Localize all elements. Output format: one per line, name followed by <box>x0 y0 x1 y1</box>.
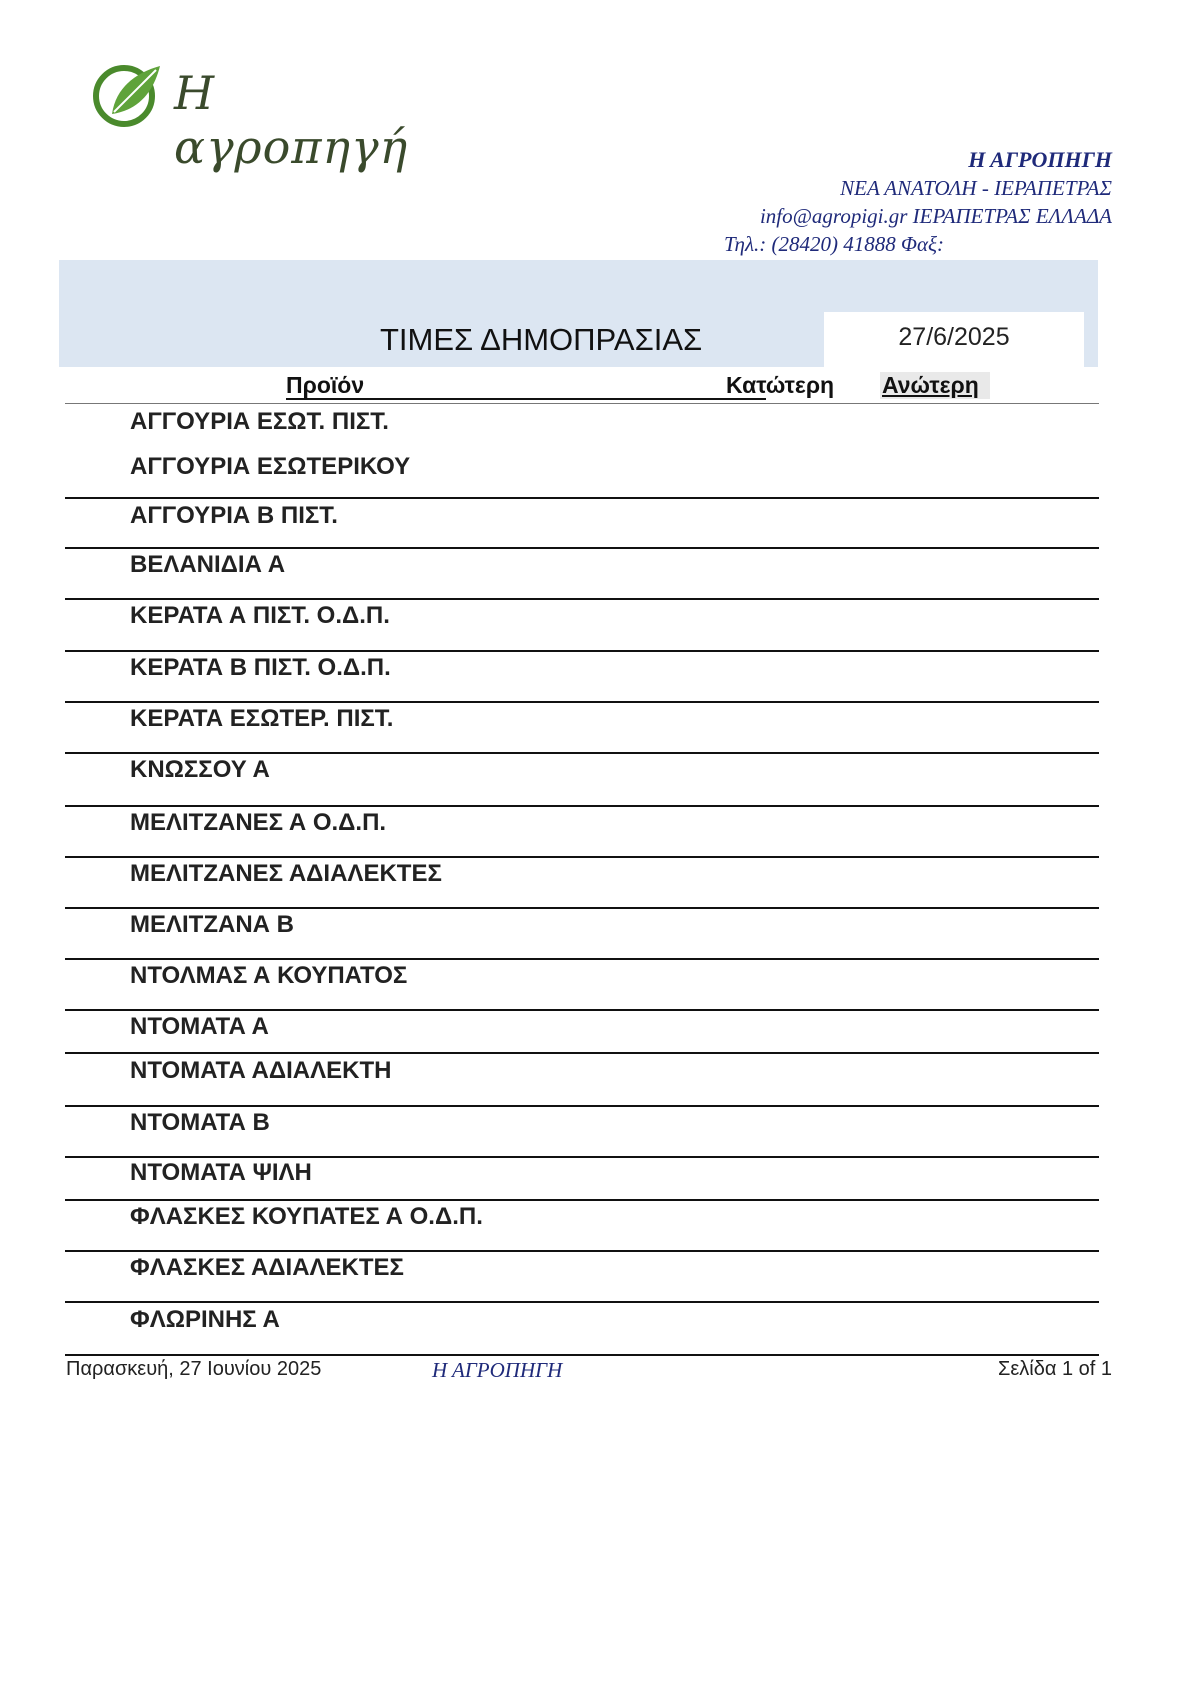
logo-wordmark: Η αγροπηγή <box>174 66 409 174</box>
row-divider <box>65 1052 1099 1054</box>
header-product-underline <box>286 398 766 400</box>
product-name: ΦΛΑΣΚΕΣ ΚΟΥΠΑΤΕΣ Α Ο.Δ.Π. <box>130 1203 483 1230</box>
product-name: ΜΕΛΙΤΖΑΝΕΣ Α Ο.Δ.Π. <box>130 809 387 836</box>
product-name: ΝΤΟΜΑΤΑ Α <box>130 1013 269 1040</box>
row-divider <box>65 1354 1099 1356</box>
product-name: ΑΓΓΟΥΡΙΑ Β ΠΙΣΤ. <box>130 502 338 529</box>
footer-date: Παρασκευή, 27 Ιουνίου 2025 <box>66 1358 322 1380</box>
product-name: ΦΛΩΡΙΝΗΣ Α <box>130 1306 280 1333</box>
product-name: ΒΕΛΑΝΙΔΙΑ Α <box>130 551 286 578</box>
row-divider <box>65 1301 1099 1303</box>
footer-page-number: Σελίδα 1 of 1 <box>997 1358 1112 1380</box>
product-name: ΑΓΓΟΥΡΙΑ ΕΣΩΤ. ΠΙΣΤ. <box>130 408 389 435</box>
product-name: ΝΤΟΜΑΤΑ ΑΔΙΑΛΕΚΤΗ <box>130 1057 392 1084</box>
product-name: ΚΝΩΣΣΟΥ Α <box>130 756 270 783</box>
company-email: info@agropigi.gr ΙΕΡΑΠΕΤΡΑΣ ΕΛΛΑΔΑ <box>759 204 1112 228</box>
product-name: ΝΤΟΜΑΤΑ ΨΙΛΗ <box>130 1159 312 1186</box>
company-address: ΝΕΑ ΑΝΑΤΟΛΗ - ΙΕΡΑΠΕΤΡΑΣ <box>840 176 1112 200</box>
product-name: ΜΕΛΙΤΖΑΝΕΣ ΑΔΙΑΛΕΚΤΕΣ <box>130 860 442 887</box>
company-phone: Τηλ.: (28420) 41888 Φαξ: <box>724 232 945 256</box>
product-name: ΦΛΑΣΚΕΣ ΑΔΙΑΛΕΚΤΕΣ <box>130 1254 404 1281</box>
row-divider <box>65 547 1099 549</box>
row-divider <box>65 907 1099 909</box>
report-title: ΤΙΜΕΣ ΔΗΜΟΠΡΑΣΙΑΣ <box>380 322 703 357</box>
row-divider <box>65 497 1099 499</box>
row-divider <box>65 598 1099 600</box>
row-divider <box>65 650 1099 652</box>
product-name: ΝΤΟΜΑΤΑ Β <box>130 1109 270 1136</box>
company-name: Η ΑΓΡΟΠΗΓΗ <box>968 147 1112 172</box>
row-divider <box>65 958 1099 960</box>
row-divider <box>65 752 1099 754</box>
row-divider <box>65 403 1099 404</box>
product-name: ΚΕΡΑΤΑ Α ΠΙΣΤ. Ο.Δ.Π. <box>130 602 390 629</box>
row-divider <box>65 1250 1099 1252</box>
row-divider <box>65 1105 1099 1107</box>
leaf-logo-icon <box>88 56 168 136</box>
footer-company: Η ΑΓΡΟΠΗΓΗ <box>432 1358 563 1382</box>
header-high: Ανώτερη <box>880 372 990 399</box>
product-name: ΜΕΛΙΤΖΑΝΑ Β <box>130 911 294 938</box>
row-divider <box>65 701 1099 703</box>
product-name: ΚΕΡΑΤΑ ΕΣΩΤΕΡ. ΠΙΣΤ. <box>130 705 394 732</box>
header-low: Κατώτερη <box>726 372 835 398</box>
company-logo <box>88 56 409 174</box>
product-name: ΝΤΟΛΜΑΣ Α ΚΟΥΠΑΤΟΣ <box>130 962 408 989</box>
product-name: ΑΓΓΟΥΡΙΑ ΕΣΩΤΕΡΙΚΟΥ <box>130 453 411 480</box>
row-divider <box>65 805 1099 807</box>
row-divider <box>65 1199 1099 1201</box>
header-product: Προϊόν <box>286 372 365 398</box>
report-date: 27/6/2025 <box>824 312 1084 367</box>
product-name: ΚΕΡΑΤΑ Β ΠΙΣΤ. Ο.Δ.Π. <box>130 654 391 681</box>
company-info <box>760 146 1112 230</box>
row-divider <box>65 1009 1099 1011</box>
row-divider <box>65 856 1099 858</box>
row-divider <box>65 1156 1099 1158</box>
